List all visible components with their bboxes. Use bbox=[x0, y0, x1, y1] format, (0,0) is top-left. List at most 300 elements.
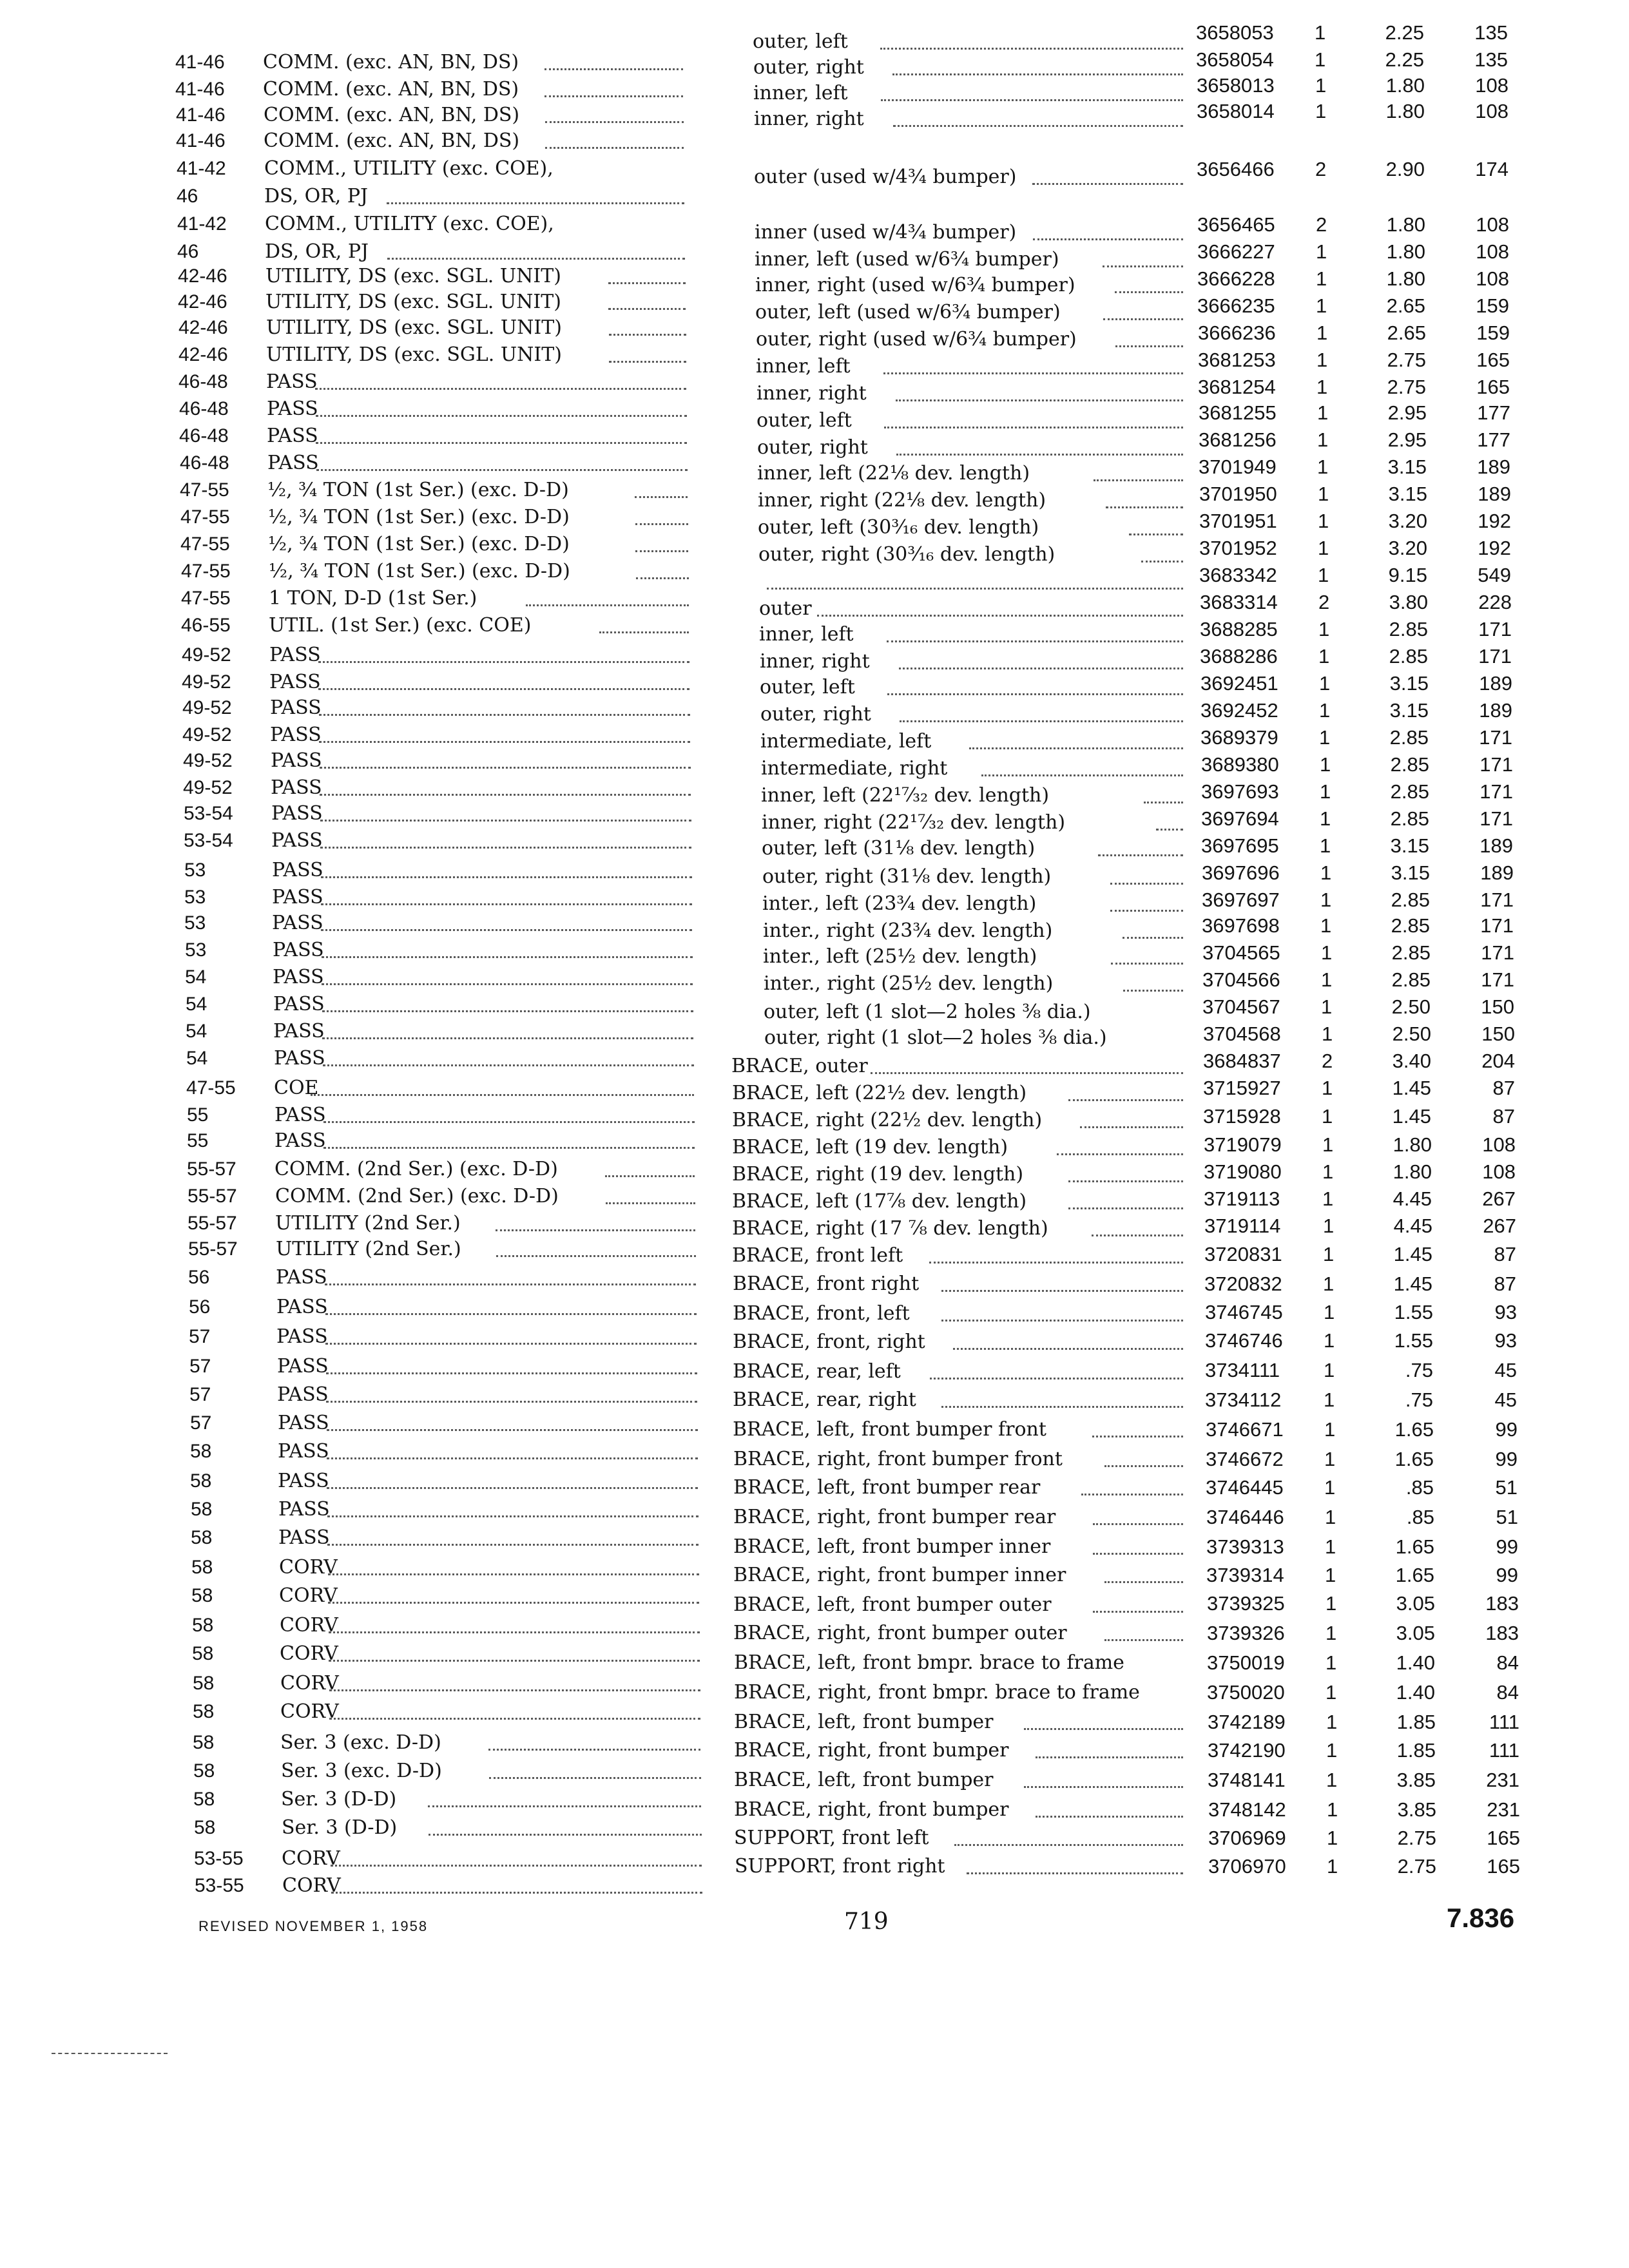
row-year: 47-55 bbox=[180, 506, 230, 528]
row-quantity: 1 bbox=[1321, 968, 1333, 991]
row-weight: 177 bbox=[1477, 401, 1510, 424]
row-part-number: 3719113 bbox=[1204, 1187, 1280, 1210]
row-year: 49-52 bbox=[182, 697, 232, 718]
row-weight: 171 bbox=[1480, 780, 1513, 803]
row-description: BRACE, right, front bumper bbox=[734, 1798, 1009, 1821]
row-weight: 150 bbox=[1481, 1023, 1515, 1045]
row-model: COMM. (2nd Ser.) (exc. D-D) bbox=[275, 1185, 559, 1207]
row-weight: 165 bbox=[1487, 1827, 1520, 1849]
row-part-number: 3697694 bbox=[1201, 807, 1279, 830]
leader-dots bbox=[1068, 1207, 1183, 1209]
row-part-number: 3658013 bbox=[1197, 74, 1275, 97]
leader-dots bbox=[954, 1844, 1183, 1846]
row-weight: 174 bbox=[1475, 158, 1509, 180]
revised-date: REVISED NOVEMBER 1, 1958 bbox=[198, 1918, 429, 1934]
row-part-number: 3692451 bbox=[1200, 672, 1278, 695]
row-model: PASS bbox=[272, 912, 323, 934]
leader-dots bbox=[1104, 1581, 1183, 1583]
leader-dots bbox=[320, 820, 691, 822]
row-model: PASS bbox=[274, 1047, 325, 1070]
row-year: 46 bbox=[177, 186, 198, 207]
row-model: PASS bbox=[267, 398, 318, 420]
row-part-number: 3715927 bbox=[1203, 1077, 1281, 1099]
row-price: 2.85 bbox=[1389, 645, 1428, 668]
row-price: 2.75 bbox=[1397, 1855, 1436, 1878]
row-price: 1.80 bbox=[1386, 213, 1425, 236]
row-description: BRACE, left, front bumper inner bbox=[733, 1535, 1051, 1558]
leader-dots bbox=[1080, 1126, 1183, 1128]
row-price: 1.65 bbox=[1395, 1535, 1434, 1558]
row-price: 1.85 bbox=[1396, 1711, 1436, 1733]
row-quantity: 1 bbox=[1320, 807, 1331, 830]
scan-mark bbox=[52, 2053, 168, 2054]
leader-dots bbox=[545, 121, 684, 123]
row-part-number: 3666228 bbox=[1197, 267, 1275, 290]
leader-dots bbox=[1081, 1494, 1183, 1495]
row-model: PASS bbox=[266, 370, 318, 393]
leader-dots bbox=[323, 1147, 695, 1149]
row-weight: 84 bbox=[1496, 1681, 1519, 1704]
leader-dots bbox=[1103, 265, 1183, 267]
leader-dots bbox=[887, 693, 1183, 695]
row-part-number: 3656466 bbox=[1197, 158, 1275, 180]
row-weight: 84 bbox=[1496, 1651, 1519, 1674]
row-weight: 189 bbox=[1477, 456, 1510, 478]
row-part-number: 3666235 bbox=[1197, 294, 1275, 317]
row-description: outer, right bbox=[753, 56, 864, 79]
row-part-number: 3704566 bbox=[1202, 968, 1280, 991]
leader-dots bbox=[767, 588, 1183, 590]
row-year: 57 bbox=[189, 1326, 211, 1347]
row-description: BRACE, right, front bumper rear bbox=[733, 1506, 1056, 1528]
leader-dots bbox=[319, 714, 690, 716]
row-weight: 549 bbox=[1478, 564, 1511, 586]
leader-dots bbox=[326, 1372, 697, 1374]
leader-dots bbox=[1115, 345, 1183, 347]
row-model: CORV bbox=[280, 1614, 338, 1637]
row-year: 54 bbox=[185, 966, 207, 988]
row-year: 41-46 bbox=[175, 79, 225, 100]
row-year: 49-52 bbox=[183, 777, 233, 798]
row-weight: 51 bbox=[1496, 1506, 1518, 1528]
row-part-number: 3746671 bbox=[1206, 1418, 1284, 1441]
row-weight: 165 bbox=[1476, 349, 1510, 371]
row-weight: 231 bbox=[1486, 1769, 1519, 1791]
leader-dots bbox=[883, 372, 1183, 374]
row-part-number: 3658053 bbox=[1196, 21, 1274, 44]
row-description: outer, right (used w/6¾ bumper) bbox=[756, 328, 1077, 351]
row-weight: 93 bbox=[1494, 1301, 1517, 1323]
row-price: 3.15 bbox=[1391, 861, 1430, 884]
leader-dots bbox=[325, 1283, 696, 1285]
row-part-number: 3746745 bbox=[1205, 1301, 1283, 1323]
row-part-number: 3683342 bbox=[1199, 564, 1277, 586]
row-price: 1.80 bbox=[1393, 1160, 1432, 1183]
row-year: 53 bbox=[184, 912, 206, 934]
row-year: 42-46 bbox=[178, 265, 227, 287]
row-quantity: 1 bbox=[1319, 726, 1331, 749]
leader-dots bbox=[881, 99, 1183, 101]
row-part-number: 3719079 bbox=[1204, 1133, 1282, 1156]
row-price: 1.45 bbox=[1392, 1077, 1431, 1099]
row-year: 53 bbox=[184, 887, 206, 908]
row-model: PASS bbox=[270, 724, 322, 746]
row-part-number: 3697693 bbox=[1201, 780, 1279, 803]
row-model: PASS bbox=[278, 1440, 329, 1463]
row-weight: 99 bbox=[1496, 1535, 1518, 1558]
leader-dots bbox=[636, 577, 689, 579]
row-part-number: 3739314 bbox=[1206, 1564, 1284, 1586]
leader-dots bbox=[1110, 910, 1183, 912]
row-model: UTILITY, DS (exc. SGL. UNIT) bbox=[265, 265, 561, 287]
row-weight: 45 bbox=[1494, 1389, 1517, 1411]
row-quantity: 2 bbox=[1322, 1050, 1333, 1072]
row-description: BRACE, right (22½ dev. length) bbox=[732, 1109, 1043, 1131]
leader-dots bbox=[327, 1457, 698, 1459]
leader-dots bbox=[892, 73, 1183, 75]
row-description: BRACE, right, front bumper inner bbox=[733, 1564, 1066, 1586]
row-quantity: 1 bbox=[1326, 1769, 1338, 1791]
row-description: outer, right (30³⁄₁₆ dev. length) bbox=[758, 543, 1055, 566]
row-weight: 165 bbox=[1487, 1855, 1520, 1878]
row-description: BRACE, right, front bumper bbox=[734, 1739, 1009, 1762]
row-model: UTILITY (2nd Ser.) bbox=[276, 1238, 461, 1260]
row-price: 3.05 bbox=[1396, 1592, 1435, 1615]
row-year: 53-55 bbox=[195, 1875, 244, 1896]
row-weight: 108 bbox=[1475, 74, 1509, 97]
row-model: PASS bbox=[273, 993, 325, 1015]
leader-dots bbox=[896, 454, 1183, 456]
leader-dots bbox=[327, 1429, 698, 1431]
row-weight: 159 bbox=[1476, 294, 1509, 317]
row-model: PASS bbox=[275, 1129, 326, 1152]
leader-dots bbox=[884, 427, 1183, 428]
leader-dots bbox=[1093, 1611, 1183, 1613]
row-year: 41-46 bbox=[176, 104, 226, 126]
row-weight: 189 bbox=[1479, 672, 1512, 695]
row-model: PASS bbox=[275, 1104, 326, 1126]
row-part-number: 3746746 bbox=[1205, 1329, 1283, 1352]
leader-dots bbox=[609, 334, 686, 336]
leader-dots bbox=[1144, 802, 1183, 803]
row-part-number: 3681254 bbox=[1198, 376, 1276, 398]
row-year: 41-46 bbox=[176, 130, 226, 151]
row-part-number: 3739313 bbox=[1206, 1535, 1284, 1558]
row-description: BRACE, right (17 ⅞ dev. length) bbox=[732, 1217, 1048, 1240]
row-model: PASS bbox=[272, 886, 323, 908]
row-model: ½, ¾ TON (1st Ser.) (exc. D-D) bbox=[268, 533, 570, 555]
row-model: CORV bbox=[279, 1584, 338, 1607]
leader-dots bbox=[545, 147, 684, 149]
row-price: 3.15 bbox=[1387, 456, 1427, 478]
row-year: 54 bbox=[186, 994, 207, 1015]
row-model: PASS bbox=[271, 776, 322, 799]
row-part-number: 3681255 bbox=[1199, 401, 1277, 424]
row-description: outer, right (1 slot—2 holes ⅜ dia.) bbox=[764, 1026, 1107, 1049]
leader-dots bbox=[325, 1343, 697, 1345]
row-weight: 108 bbox=[1475, 100, 1509, 122]
leader-dots bbox=[545, 95, 683, 97]
leader-dots bbox=[316, 415, 687, 417]
row-year: 55-57 bbox=[188, 1238, 238, 1260]
row-year: 42-46 bbox=[178, 344, 228, 365]
row-part-number: 3746446 bbox=[1206, 1506, 1284, 1528]
row-weight: 171 bbox=[1481, 941, 1514, 964]
leader-dots bbox=[323, 1121, 695, 1123]
row-model: PASS bbox=[278, 1498, 330, 1521]
row-year: 46-48 bbox=[180, 452, 229, 474]
row-description: inner, left bbox=[753, 82, 848, 104]
row-quantity: 1 bbox=[1318, 645, 1330, 668]
row-model: DS, OR, PJ bbox=[265, 240, 369, 263]
row-year: 58 bbox=[191, 1585, 213, 1606]
row-description: inner, left bbox=[756, 355, 851, 378]
row-year: 55 bbox=[187, 1104, 209, 1126]
row-description: BRACE, left, front bmpr. brace to frame bbox=[734, 1651, 1124, 1674]
row-part-number: 3706970 bbox=[1208, 1855, 1286, 1878]
row-description: outer (used w/4¾ bumper) bbox=[754, 166, 1017, 188]
leader-dots bbox=[899, 668, 1183, 669]
row-model: PASS bbox=[278, 1412, 329, 1434]
row-part-number: 3720832 bbox=[1204, 1273, 1282, 1295]
row-price: 4.45 bbox=[1393, 1187, 1432, 1210]
row-year: 57 bbox=[190, 1412, 212, 1434]
row-price: 1.45 bbox=[1392, 1105, 1431, 1128]
row-price: 2.85 bbox=[1389, 618, 1428, 640]
leader-dots bbox=[1068, 1180, 1183, 1182]
row-year: 47-55 bbox=[186, 1077, 236, 1099]
row-price: 2.65 bbox=[1386, 294, 1425, 317]
row-description: outer, left bbox=[753, 30, 848, 53]
leader-dots bbox=[1033, 238, 1183, 240]
row-quantity: 1 bbox=[1317, 456, 1329, 478]
row-quantity: 1 bbox=[1324, 1418, 1336, 1441]
row-weight: 183 bbox=[1485, 1622, 1519, 1644]
leader-dots bbox=[1129, 533, 1183, 535]
row-weight: 189 bbox=[1480, 861, 1514, 884]
row-model: PASS bbox=[277, 1355, 329, 1378]
row-price: 3.15 bbox=[1389, 699, 1429, 722]
leader-dots bbox=[429, 1834, 702, 1836]
leader-dots bbox=[318, 688, 689, 690]
row-year: 47-55 bbox=[181, 561, 231, 582]
row-quantity: 1 bbox=[1321, 941, 1333, 964]
leader-dots bbox=[1093, 1553, 1183, 1555]
row-description: inter., left (25½ dev. length) bbox=[763, 945, 1037, 968]
row-weight: 171 bbox=[1481, 968, 1514, 991]
row-quantity: 2 bbox=[1315, 158, 1327, 180]
row-price: 3.20 bbox=[1388, 510, 1427, 532]
row-part-number: 3720831 bbox=[1204, 1243, 1282, 1265]
leader-dots bbox=[331, 1892, 702, 1894]
row-part-number: 3734112 bbox=[1205, 1389, 1282, 1411]
row-quantity: 1 bbox=[1324, 1329, 1335, 1352]
row-price: 3.15 bbox=[1390, 834, 1429, 857]
row-year: 46 bbox=[177, 241, 199, 262]
row-weight: 111 bbox=[1489, 1739, 1519, 1762]
row-price: 1.80 bbox=[1393, 1133, 1432, 1156]
row-model: CORV bbox=[280, 1642, 338, 1665]
row-part-number: 3734111 bbox=[1205, 1359, 1280, 1381]
leader-dots bbox=[953, 1348, 1183, 1350]
row-weight: 135 bbox=[1474, 48, 1508, 71]
leader-dots bbox=[316, 469, 688, 471]
row-weight: 99 bbox=[1495, 1418, 1518, 1441]
row-model: CORV bbox=[280, 1672, 339, 1695]
leader-dots bbox=[1123, 990, 1183, 992]
leader-dots bbox=[325, 1313, 697, 1315]
leader-dots bbox=[496, 1229, 695, 1231]
row-price: 2.25 bbox=[1385, 48, 1424, 71]
leader-dots bbox=[1092, 1436, 1183, 1437]
row-description: BRACE, right, front bmpr. brace to frame bbox=[734, 1681, 1140, 1704]
row-price: 2.85 bbox=[1391, 968, 1431, 991]
row-price: 4.45 bbox=[1393, 1215, 1432, 1237]
row-year: 56 bbox=[189, 1296, 211, 1318]
leader-dots bbox=[321, 903, 692, 905]
row-price: 2.75 bbox=[1397, 1827, 1436, 1849]
leader-dots bbox=[893, 125, 1183, 127]
row-weight: 108 bbox=[1482, 1133, 1516, 1156]
leader-dots bbox=[1057, 1153, 1183, 1155]
row-weight: 171 bbox=[1479, 726, 1512, 749]
row-description: BRACE, right, front bumper front bbox=[733, 1448, 1063, 1470]
leader-dots bbox=[323, 1064, 694, 1066]
row-year: 49-52 bbox=[182, 671, 231, 693]
leader-dots bbox=[496, 1255, 696, 1257]
row-year: 54 bbox=[186, 1021, 207, 1042]
row-quantity: 1 bbox=[1326, 1739, 1338, 1762]
row-quantity: 1 bbox=[1320, 861, 1332, 884]
leader-dots bbox=[326, 1401, 697, 1403]
row-model: Ser. 3 (D-D) bbox=[282, 1816, 398, 1839]
leader-dots bbox=[941, 1406, 1183, 1408]
leader-dots bbox=[1110, 883, 1183, 885]
row-model: COMM. (exc. AN, BN, DS) bbox=[263, 78, 519, 101]
row-quantity: 2 bbox=[1316, 213, 1327, 236]
row-description: BRACE, left, front bumper rear bbox=[733, 1476, 1041, 1499]
row-weight: 267 bbox=[1482, 1187, 1516, 1210]
row-price: 2.65 bbox=[1387, 322, 1426, 344]
row-part-number: 3704565 bbox=[1202, 941, 1280, 964]
row-weight: 45 bbox=[1494, 1359, 1517, 1381]
row-description: BRACE, rear, left bbox=[733, 1360, 901, 1383]
row-weight: 99 bbox=[1495, 1448, 1518, 1470]
leader-dots bbox=[327, 1515, 699, 1517]
row-quantity: 1 bbox=[1324, 1448, 1336, 1470]
row-price: 2.85 bbox=[1389, 726, 1429, 749]
leader-dots bbox=[967, 1872, 1183, 1874]
leader-dots bbox=[969, 747, 1183, 749]
row-year: 49-52 bbox=[183, 750, 233, 771]
row-part-number: 3704568 bbox=[1203, 1023, 1281, 1045]
leader-dots bbox=[887, 640, 1183, 642]
row-part-number: 3697696 bbox=[1202, 861, 1280, 884]
row-model: PASS bbox=[278, 1526, 330, 1549]
leader-dots bbox=[316, 442, 687, 444]
row-year: 49-52 bbox=[182, 724, 232, 745]
row-price: 3.40 bbox=[1392, 1050, 1431, 1072]
row-price: 3.85 bbox=[1397, 1798, 1436, 1821]
row-weight: 189 bbox=[1480, 834, 1513, 857]
row-weight: 108 bbox=[1476, 240, 1509, 263]
row-quantity: 1 bbox=[1317, 428, 1329, 451]
row-description: BRACE, left (17⅞ dev. length) bbox=[732, 1190, 1027, 1213]
row-price: 1.40 bbox=[1396, 1651, 1435, 1674]
row-price: 1.80 bbox=[1385, 100, 1425, 122]
row-year: 58 bbox=[190, 1470, 212, 1492]
row-part-number: 3739325 bbox=[1207, 1592, 1285, 1615]
row-model: PASS bbox=[272, 859, 323, 881]
row-description: BRACE, front right bbox=[733, 1273, 920, 1295]
row-weight: 87 bbox=[1492, 1105, 1515, 1128]
row-quantity: 1 bbox=[1318, 537, 1329, 559]
row-model: COE bbox=[274, 1077, 319, 1099]
leader-dots bbox=[320, 847, 691, 849]
leader-dots bbox=[315, 388, 686, 390]
row-model: PASS bbox=[270, 697, 322, 719]
leader-dots bbox=[635, 496, 688, 498]
row-description: BRACE, front, right bbox=[733, 1331, 925, 1353]
row-year: 57 bbox=[189, 1384, 211, 1405]
row-quantity: 1 bbox=[1320, 753, 1331, 776]
row-quantity: 2 bbox=[1318, 591, 1330, 613]
row-quantity: 1 bbox=[1322, 1160, 1334, 1183]
row-model: UTILITY, DS (exc. SGL. UNIT) bbox=[265, 291, 561, 313]
leader-dots bbox=[488, 1749, 700, 1751]
row-description: intermediate, right bbox=[761, 757, 948, 780]
leader-dots bbox=[1032, 183, 1183, 185]
row-description: inner, left (used w/6¾ bumper) bbox=[755, 248, 1059, 271]
row-weight: 171 bbox=[1480, 889, 1514, 911]
row-weight: 228 bbox=[1478, 591, 1512, 613]
row-quantity: 1 bbox=[1325, 1535, 1336, 1558]
row-weight: 108 bbox=[1476, 213, 1509, 236]
row-weight: 189 bbox=[1479, 699, 1512, 722]
row-description: outer, right (31⅛ dev. length) bbox=[762, 865, 1052, 888]
leader-dots bbox=[635, 550, 688, 552]
row-part-number: 3656465 bbox=[1197, 213, 1275, 236]
row-part-number: 3701949 bbox=[1199, 456, 1277, 478]
leader-dots bbox=[327, 1544, 699, 1546]
leader-dots bbox=[1098, 854, 1183, 856]
row-price: .85 bbox=[1405, 1476, 1434, 1499]
row-year: 57 bbox=[189, 1356, 211, 1377]
row-description: SUPPORT, front left bbox=[734, 1827, 929, 1849]
row-quantity: 1 bbox=[1323, 1273, 1335, 1295]
row-price: 3.20 bbox=[1388, 537, 1427, 559]
leader-dots bbox=[1036, 1816, 1183, 1818]
row-description: BRACE, rear, right bbox=[733, 1389, 916, 1411]
row-price: 2.85 bbox=[1390, 807, 1429, 830]
row-price: 1.85 bbox=[1396, 1739, 1436, 1762]
row-quantity: 1 bbox=[1319, 672, 1331, 695]
row-model: COMM., UTILITY (exc. COE), bbox=[264, 157, 554, 180]
row-quantity: 1 bbox=[1325, 1681, 1337, 1704]
row-description: outer bbox=[759, 597, 812, 620]
row-model: PASS bbox=[278, 1470, 329, 1492]
row-part-number: 3689380 bbox=[1201, 753, 1279, 776]
row-model: DS, OR, PJ bbox=[264, 185, 369, 207]
row-model: PASS bbox=[267, 452, 319, 474]
row-price: 1.55 bbox=[1394, 1301, 1433, 1323]
row-model: CORV bbox=[279, 1556, 338, 1579]
row-quantity: 1 bbox=[1322, 1077, 1333, 1099]
row-weight: 171 bbox=[1478, 618, 1512, 640]
row-weight: 204 bbox=[1481, 1050, 1515, 1072]
row-description: inner, right bbox=[754, 108, 864, 130]
row-weight: 150 bbox=[1481, 995, 1514, 1018]
